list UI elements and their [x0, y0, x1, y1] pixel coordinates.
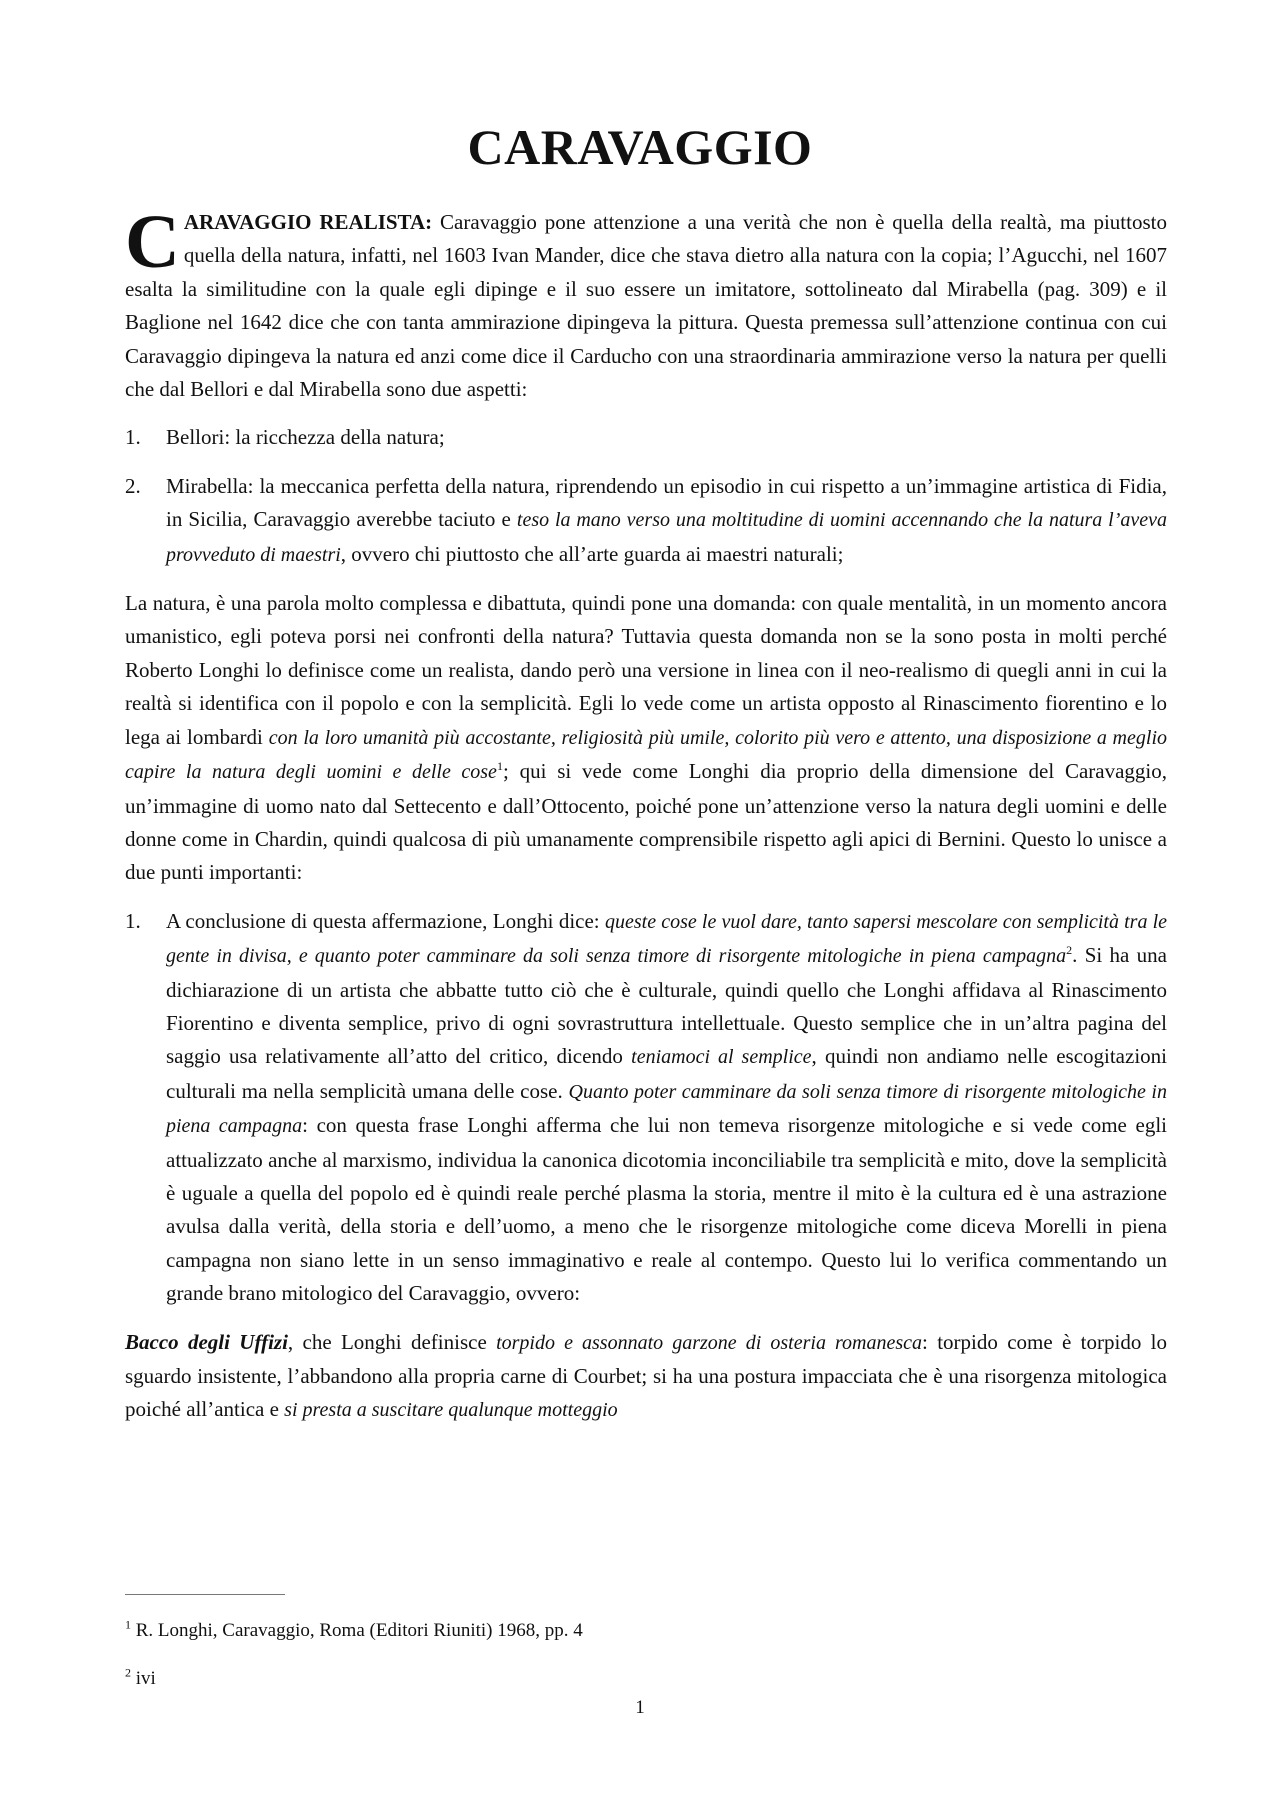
list-item: [125, 470, 1167, 572]
body-text: , che Longhi definisce: [287, 1329, 497, 1354]
body-text: ; qui si vede come Longhi dia proprio della dimensione del Caravaggio, un’immagine di uomo nato dal Settecento e dall’Ottocento, poiché pone un’attenzione verso la natura degli uomini e delle donne come in Chardin, quindi qualcosa di più umanamente comprensibile rispetto agli apici di Bernini. Questo lo unisce a due punti importanti:: [125, 759, 1168, 885]
list-number: 1.: [125, 908, 141, 933]
body-text: , ovvero chi piuttosto che all’arte guarda ai maestri naturali;: [340, 541, 844, 566]
emphasis-text: Quanto poter camminare da soli senza timore di risorgente mitologiche in piena campagna: [166, 1080, 1167, 1138]
section-heading: ARAVAGGIO REALISTA:: [183, 210, 433, 234]
footnote-text: R. Longhi, Caravaggio, Roma (Editori Riuniti) 1968, pp. 4: [131, 1620, 583, 1641]
footnote-separator: [125, 1594, 285, 1595]
emphasis-text: torpido e assonnato garzone di osteria romanesca: [496, 1331, 923, 1354]
body-text: Bellori: la ricchezza della natura;: [166, 425, 445, 450]
list-item: [125, 421, 1167, 454]
footnote-ref: 1: [496, 759, 503, 774]
body-text: : con questa frase Longhi afferma che lui non temeva risorgenze mitologiche e si vede come egli attualizzato anche al marxismo, individua la canonica dicotomia inconciliabile tra semplicità e mito, dove la semplicità è uguale a quella del popolo ed è quindi reale perché plasma la storia, mentre il mito è la cultura ed è una astrazione avulsa dalla verità, della storia e dell’uomo, a meno che le risorgenze mitologiche come diceva Morelli in piena campagna non siano lette in un senso immaginativo e reale al contempo. Questo lui lo verifica commentando un grande brano mitologico del Caravaggio, ovvero:: [166, 1113, 1167, 1306]
intro-text: Caravaggio pone attenzione a una verità che non è quella della realtà, ma piuttosto quella della natura, infatti, nel 1603 Ivan Mander, dice che stava dietro alla natura con la copia; l’Agucchi, nel 1607 esalta la similitudine con la quale egli dipinge e il suo essere un imitatore, sottolineato dal Mirabella (pag. 309) e il Baglione nel 1642 dice che con tanta ammirazione dipingeva la pittura. Questa premessa sull’attenzione continua con cui Caravaggio dipingeva la natura ed anzi come dice il Carducho con una straordinaria ammirazione verso la natura per quelli che dal Bellori e dal Mirabella sono due aspetti:: [125, 210, 1167, 402]
emphasis-text: si presta a suscitare qualunque motteggio: [284, 1399, 618, 1422]
body-text: La natura, è una parola molto complessa e dibattuta, quindi pone una domanda: con quale mentalità, in un momento ancora umanistico, egli poteva porsi nei confronti della natura? Tuttavia questa domanda non se la sono posta in molti perché Roberto Longhi lo definisce come un realista, dando però una versione in linea con il neo-realismo di quegli anni in cui la realtà si identifica con il popolo e con la semplicità. Egli lo vede come un artista opposto al Rinascimento fiorentino e lo lega ai lombardi: [125, 591, 1167, 749]
footnote-ref: 2: [1066, 943, 1073, 958]
intro-paragraph: [125, 200, 1167, 406]
list-aspects: [125, 421, 1167, 572]
emphasis-text: con la loro umanità più accostante, religiosità più umile, colorito più vero e attento, una disposizione a meglio capire la natura degli uomini e delle cose: [125, 726, 1167, 784]
page-number: 1: [635, 1697, 645, 1718]
list-points: [125, 905, 1167, 1311]
emphasis-text: teniamoci al semplice: [631, 1046, 812, 1069]
footnote-number: 1: [125, 1617, 131, 1632]
body-text: : torpido come è torpido lo sguardo insistente, l’abbandono alla propria carne di Courbet; si ha una postura impacciata che è una risorgenza mitologica poiché all’antica e: [125, 1329, 1167, 1422]
document-body: [125, 200, 1168, 1443]
emphasis-text: teso la mano verso una moltitudine di uomini accennando che la natura l’aveva provveduto di maestri: [166, 509, 1167, 566]
list-number: 2.: [125, 473, 141, 498]
paragraph-bacco: [125, 1326, 1167, 1428]
body-text: . Si ha una dichiarazione di un artista che abbatte tutto ciò che è culturale, quindi quello che Longhi affidava al Rinascimento Fiorentino e diventa semplice, privo di ogni sovrastruttura intellettuale. Questo semplice che in un’altra pagina del saggio usa relativamente all’atto del critico, dicendo: [166, 943, 1168, 1069]
body-text: , quindi non andiamo nelle escogitazioni culturali ma nella semplicità umana delle cose.: [166, 1044, 1167, 1103]
list-number: 1.: [125, 425, 141, 450]
emphasis-text: Bacco degli Uffizi: [125, 1329, 288, 1354]
body-text: A conclusione di questa affermazione, Longhi dice:: [166, 908, 606, 933]
list-item: [125, 905, 1167, 1311]
footnote-1: [125, 1617, 583, 1642]
page-title: CARAVAGGIO: [467, 119, 813, 175]
paragraph-natura: [125, 587, 1167, 890]
footnote-text: ivi: [131, 1668, 156, 1689]
emphasis-text: queste cose le vuol dare, tanto sapersi mescolare con semplicità tra le gente in divisa, e quanto poter camminare da soli senza timore di risorgente mitologiche in piena campagna: [166, 910, 1168, 968]
body-text: Mirabella: la meccanica perfetta della natura, riprendendo un episodio in cui rispetto a un’immagine artistica di Fidia, in Sicilia, Caravaggio averebbe taciuto e: [166, 473, 1167, 532]
footnote-2: [125, 1665, 156, 1690]
footnote-number: 2: [125, 1665, 131, 1680]
drop-cap: C: [125, 200, 180, 284]
